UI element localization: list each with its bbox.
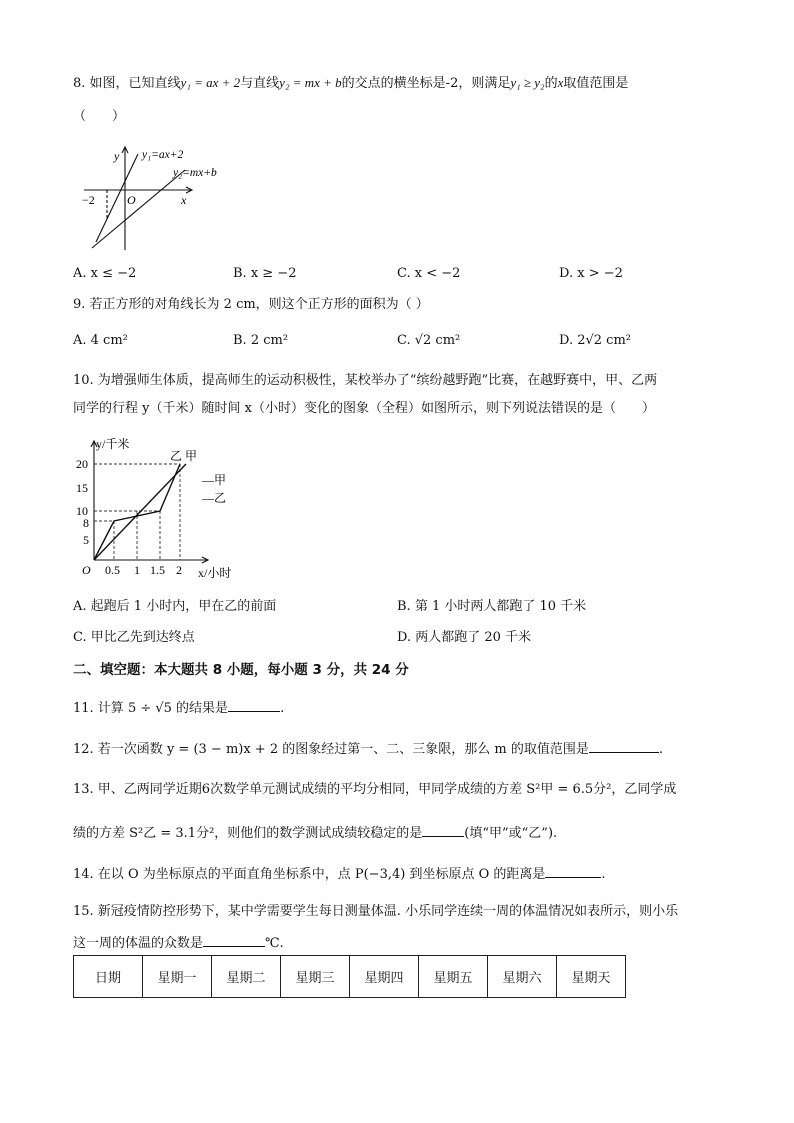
q10-xtick-15: 1.5 <box>150 563 165 577</box>
table-header-cell: 星期三 <box>281 956 350 998</box>
q10-xtick-1: 1 <box>134 563 140 577</box>
q8-y-label: y <box>114 149 120 163</box>
q8-line1-label: y₁=ax+2 <box>142 149 184 161</box>
q14-stem: 14. 在以 O 为坐标原点的平面直角坐标系中，点 P(−3,4) 到坐标原点 O 的距离是 . <box>73 863 606 884</box>
q8-eq1: y₁ = ax + 2 <box>180 75 241 90</box>
q10-xtick-05: 0.5 <box>105 563 120 577</box>
q8-eq2: y₂ = mx + b <box>279 75 342 90</box>
q10-option-a[interactable]: A. 起跑后 1 小时内，甲在乙的前面 <box>73 599 277 614</box>
q8-x-label: x <box>181 193 187 207</box>
q10-graph <box>72 436 262 584</box>
q12-answer-blank[interactable] <box>589 738 659 753</box>
table-header-cell: 星期六 <box>488 956 557 998</box>
q9-stem: 9. 若正方形的对角线长为 2 cm，则这个正方形的面积为（ ） <box>73 297 429 312</box>
q10-ytick-10: 10 <box>76 504 88 518</box>
q15-stem-line2: 这一周的体温的众数是 ℃. <box>73 932 284 953</box>
q10-stem-line1: 10. 为增强师生体质，提高师生的运动积极性，某校举办了“缤纷越野跑”比赛，在越野赛中，甲、乙两 <box>73 373 658 388</box>
q8-line2 <box>92 170 185 248</box>
q10-ytick-15: 15 <box>76 481 88 495</box>
table-header-cell: 星期二 <box>212 956 281 998</box>
table-header-cell: 星期一 <box>143 956 212 998</box>
q10-ytick-8: 8 <box>83 516 89 530</box>
q9-option-c[interactable]: C. √2 cm² <box>397 333 461 348</box>
q8-ineq: y₁ ≥ y₂ <box>510 75 545 90</box>
q13-answer-blank[interactable] <box>422 822 464 837</box>
q10-xtick-2: 2 <box>176 563 182 577</box>
q15-stem-line1: 15. 新冠疫情防控形势下，某中学需要学生每日测量体温. 小乐同学连续一周的体温情况如表所示，则小乐 <box>73 904 679 919</box>
q10-stem-line2: 同学的行程 y（千米）随时间 x（小时）变化的图象（全程）如图所示，则下列说法错误的是（ ） <box>73 401 655 416</box>
q8-answer-paren: （ ） <box>73 109 126 124</box>
q10-ytick-20: 20 <box>76 457 88 471</box>
q10-origin: O <box>82 563 91 577</box>
q8-option-a[interactable]: A. x ≤ −2 <box>73 266 137 281</box>
q10-ytick-5: 5 <box>83 533 89 547</box>
q8-origin: O <box>127 193 136 207</box>
q8-option-d[interactable]: D. x > −2 <box>559 266 623 281</box>
q10-legend-yi: —乙 <box>202 491 227 505</box>
q9-option-b[interactable]: B. 2 cm² <box>233 333 289 348</box>
q8-stem: 8. 如图，已知直线y₁ = ax + 2与直线y₂ = mx + b的交点的横坐标是-2，则满足y₁ ≥ y₂的x取值范围是 <box>73 75 629 91</box>
q11-answer-blank[interactable] <box>228 697 280 712</box>
q13-stem-line1: 13. 甲、乙两同学近期6次数学单元测试成绩的平均分相同，甲同学成绩的方差 S²甲 = 6.5分²，乙同学成 <box>73 782 677 797</box>
q8-option-b[interactable]: B. x ≥ −2 <box>233 266 297 281</box>
section2-title: 二、填空题：本大题共 8 小题，每小题 3 分，共 24 分 <box>73 662 409 678</box>
q12-stem: 12. 若一次函数 y = (3 − m)x + 2 的图象经过第一、二、三象限，那么 m 的取值范围是 . <box>73 738 663 759</box>
q11-stem: 11. 计算 5 ÷ √5 的结果是 . <box>73 697 284 718</box>
q13-stem-line2: 绩的方差 S²乙 = 3.1分²，则他们的数学测试成绩较稳定的是 (填“甲”或“乙”). <box>73 822 557 843</box>
q14-answer-blank[interactable] <box>545 863 601 878</box>
q8-line2-label: y₂=mx+b <box>173 167 217 179</box>
q10-y-label: y/千米 <box>96 437 130 451</box>
table-header-cell: 星期四 <box>350 956 419 998</box>
table-header-cell: 日期 <box>74 956 143 998</box>
q10-curve-labels: 乙 甲 <box>170 449 198 463</box>
table-row <box>74 956 626 998</box>
q15-answer-blank[interactable] <box>203 932 265 947</box>
q9-option-d[interactable]: D. 2√2 cm² <box>559 333 632 348</box>
q10-legend-jia: —甲 <box>202 473 227 487</box>
q8-x-tick: −2 <box>82 193 95 207</box>
table-header-cell: 星期五 <box>419 956 488 998</box>
q10-option-b[interactable]: B. 第 1 小时两人都跑了 10 千米 <box>397 599 587 614</box>
q10-x-label: x/小时 <box>198 566 232 580</box>
table-header-cell: 星期天 <box>557 956 626 998</box>
q15-temperature-table <box>73 955 626 998</box>
q8-option-c[interactable]: C. x < −2 <box>397 266 461 281</box>
q8-graph <box>80 142 250 254</box>
q10-option-d[interactable]: D. 两人都跑了 20 千米 <box>397 630 532 645</box>
q10-curve-yi <box>94 464 186 560</box>
q10-option-c[interactable]: C. 甲比乙先到达终点 <box>73 630 195 645</box>
q9-option-a[interactable]: A. 4 cm² <box>73 333 128 348</box>
